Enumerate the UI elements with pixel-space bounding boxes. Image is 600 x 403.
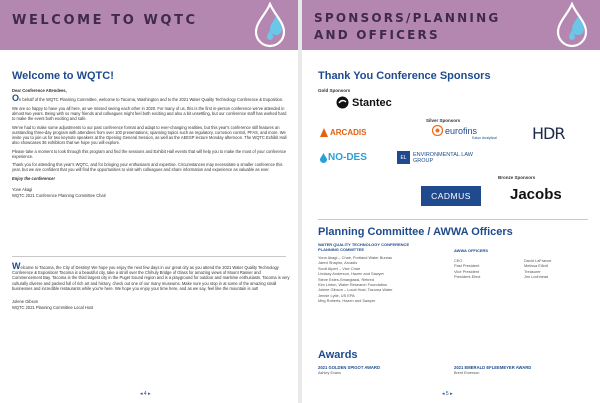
planning-heading: Planning Committee / AWWA Officers [318, 226, 513, 238]
award-2-title: 2021 EMERALD EFLEEMEYER AWARD [454, 365, 532, 370]
divider-right [318, 219, 588, 220]
nodes-logo: NO-DES [320, 152, 367, 163]
officers-col-1 [454, 258, 514, 280]
eurofins-logo: eurofins Eaton Analytical [432, 125, 497, 140]
dropcap-w: W [12, 261, 21, 271]
awards-heading: Awards [318, 349, 358, 361]
signer2-title: WQTC 2021 Planning Committee Local Host [12, 305, 94, 311]
committee-heading: WATER QUALITY TECHNOLOGY CONFERENCE PLANNING COMMITTEE [318, 242, 410, 252]
closing-line: Enjoy the conference! [12, 175, 55, 181]
gold-sponsors-label: Gold Sponsors [318, 88, 351, 93]
elg-mark-icon: EL [397, 151, 410, 164]
signer2-name: Jolene Gibson [12, 299, 39, 305]
list-item: Meg Roberts, Hazen and Sawyer [318, 298, 376, 304]
eurofins-mark-icon [432, 125, 443, 136]
cadmus-logo: CADMUS [421, 186, 481, 206]
signer1-title: WQTC 2021 Conference Planning Committee Chair [12, 193, 106, 199]
welcome-heading: Welcome to WQTC! [12, 70, 114, 82]
page-number-left: ◂ 4 ▸ [140, 391, 151, 397]
water-drops-icon [250, 2, 292, 48]
hdr-logo: HDR [532, 124, 565, 143]
arcadis-logo: ARCADIS [320, 128, 366, 137]
list-item: David LaFrance [524, 258, 552, 263]
list-item: Yone Akagi – Chair, Portland Water Bureau [318, 255, 393, 260]
sponsors-heading: Thank You Conference Sponsors [318, 70, 491, 82]
list-item: Jolene Gibson – Local Host, Tacoma Water [318, 287, 393, 293]
signer1-name: Yone Akagi [12, 186, 33, 192]
silver-sponsors-label: Silver Sponsors [426, 118, 461, 123]
committee-list [318, 255, 438, 304]
award-1-name: Ashley Evans [318, 371, 342, 375]
left-banner [0, 0, 298, 50]
arcadis-mark-icon [320, 128, 328, 137]
officers-heading: AWWA OFFICERS [454, 248, 489, 253]
letter-para-5: Thank you for attending this year's WQTC, and for bringing your enthusiasm and expertise. Circumstances may necessitate a smaller conference this year, but we are confident that you will find the opportunities to visit with colleagues and share information and experience as valuable as ever. [12, 162, 283, 173]
list-item: President-Elect [454, 274, 481, 280]
list-item: Kim Linton, Water Research Foundation [318, 282, 388, 288]
award-2-name: Brent Emerson [454, 371, 480, 375]
list-item: Jim Lochhead [524, 274, 549, 280]
award-1-title: 2021 GOLDEN SPIGOT AWARD [318, 365, 380, 370]
list-item: Treasurer [524, 268, 541, 274]
divider [12, 256, 286, 257]
right-page [302, 0, 600, 403]
list-item: Past President [454, 263, 480, 269]
left-page [0, 0, 298, 403]
welcome-letter [12, 88, 290, 202]
letter-para-2: We are so happy to have you all here, as we missed seeing each other in 2020. For many of us, this is the first in-person conference we've attended in almost two years. Being with so many friends and colleagues might feel both exciting and also a bit unsettling, but our conference staff has worked hard to make the event both exciting and safe. [12, 105, 287, 122]
stantec-logo: Stantec [336, 96, 392, 109]
list-item: Scott Alpert – Vice Chair [318, 265, 361, 271]
list-item: Steve Estes-Smargiassi, Retired [318, 276, 375, 282]
water-drops-icon [552, 2, 594, 48]
stantec-mark-icon [336, 96, 349, 109]
officers-col-2 [524, 258, 594, 280]
list-item: CEO [454, 258, 463, 263]
banner-line-1: SPONSORS/PLANNING [314, 11, 501, 25]
bronze-sponsors-label: Bronze Sponsors [498, 175, 536, 180]
letter-para-6: elcome to Tacoma, the City of Destiny! We hope you enjoy the next few days in our great city as you attend the 2021 Water Quality Technology Conference & Exposition! Tacoma is a beautiful city, take a stroll over the Chihuly Bridge of Glass for amazing views of Mount Rainier and Commencement Bay. Tacoma is the third largest city in the Puget Sound region and is a playground for outdoor and maritime enthusiasts. Tacoma is very culturally diverse and packed full of rich art and history, check out one of our many museums. Make sure you stop in at some of the amazing small businesses and incredible restaurants while you're here. We hope you enjoy your time here, and as we say, feel like the mountain is out! [12, 265, 290, 291]
list-item: Vice President [454, 268, 480, 274]
dropcap-o: O [12, 93, 20, 104]
page-number-right: ◂ 5 ▸ [442, 391, 453, 397]
salutation: Dear Conference Attendees, [12, 88, 67, 93]
list-item: Jennie Lytle, US EPA [318, 292, 355, 298]
jacobs-logo: Jacobs [510, 186, 562, 203]
list-item: Melissa Elliott [524, 263, 548, 269]
right-banner [302, 0, 600, 50]
drop-mark-icon [320, 153, 327, 163]
letter-para-1: n behalf of the WQTC Planning Committee, welcome to Tacoma, Washington and to the 2021 Water Quality Technology Conference & Exposition. [19, 97, 284, 103]
list-item: Jared Shapiro, Arcadis [318, 260, 358, 266]
list-item: Lindsay Anderson, Hazen and Sawyer [318, 271, 384, 277]
letter-para-3: We've had to make some adjustments to our past conference format and adapt to ever-changing realities, but this year's conference still features an outstanding three-day program with attendees from over 100 presentations, spanning topics such as regulatory, corrosion control, PFAS, and more. We invite you to join us for two keynote speakers at the Opening General Session, as well as the AEESP lecture Monday afternoon. The WQTC Exhibit Hall also showcases 36 exhibitors that we hope you will explore. [12, 124, 287, 146]
banner-line-2: AND OFFICERS [314, 28, 440, 42]
environmental-law-group-logo: EL ENVIRONMENTAL LAW GROUP [397, 151, 493, 164]
letter-para-4: Please take a moment to look through this program and find the sessions and Exhibit Hall events that will help you to make the most of your conference experience. [12, 148, 287, 159]
host-letter [12, 261, 290, 314]
banner-title-right [314, 10, 500, 44]
banner-title: WELCOME TO WQTC [12, 13, 198, 28]
